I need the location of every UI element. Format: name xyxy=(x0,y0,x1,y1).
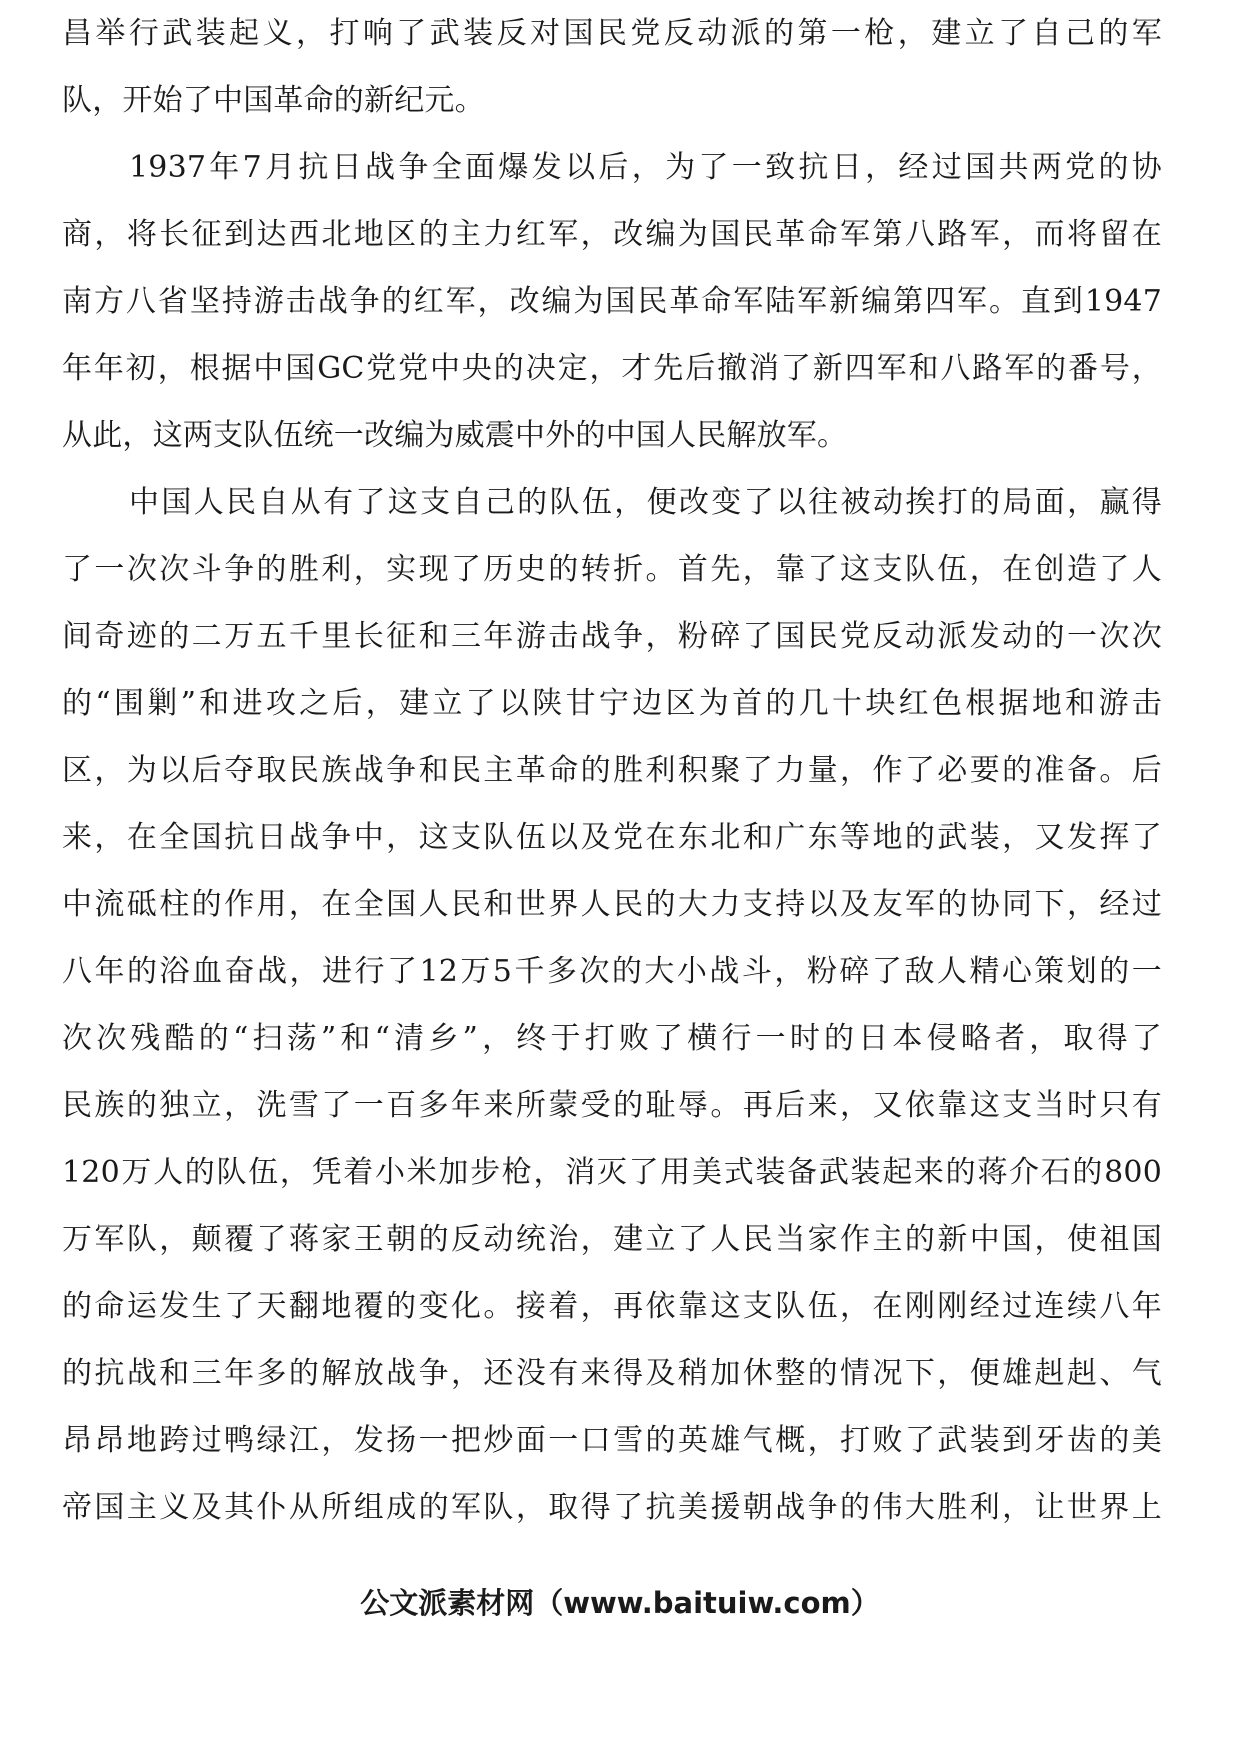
text-line: 从此，这两支队伍统一改编为威震中外的中国人民解放军。 xyxy=(62,418,848,453)
text-line: 的命运发生了天翻地覆的变化。接着，再依靠这支队伍，在刚刚经过连续八年 xyxy=(62,1289,1162,1324)
text-line: 区，为以后夺取民族战争和民主革命的胜利积聚了力量，作了必要的准备。后 xyxy=(62,753,1162,788)
text-line: 南方八省坚持游击战争的红军，改编为国民革命军陆军新编第四军。直到1947 xyxy=(62,284,1162,319)
text-line: 120万人的队伍，凭着小米加步枪，消灭了用美式装备武装起来的蒋介石的800 xyxy=(62,1155,1162,1190)
text-line: 的“围剿”和进攻之后，建立了以陕甘宁边区为首的几十块红色根据地和游击 xyxy=(62,686,1162,721)
text-line: 年年初，根据中国GC党党中央的决定，才先后撤消了新四军和八路军的番号， xyxy=(62,351,1162,386)
text-line: 商，将长征到达西北地区的主力红军，改编为国民革命军第八路军，而将留在 xyxy=(62,217,1162,252)
text-line: 万军队，颠覆了蒋家王朝的反动统治，建立了人民当家作主的新中国，使祖国 xyxy=(62,1222,1162,1257)
text-line: 的抗战和三年多的解放战争，还没有来得及稍加休整的情况下，便雄赳赳、气 xyxy=(62,1356,1162,1391)
text-line: 八年的浴血奋战，进行了12万5千多次的大小战斗，粉碎了敌人精心策划的一 xyxy=(62,954,1162,989)
document-body xyxy=(62,0,1162,1541)
text-line: 帝国主义及其仆从所组成的军队，取得了抗美援朝战争的伟大胜利，让世界上 xyxy=(62,1490,1162,1525)
text-line: 昌举行武装起义，打响了武装反对国民党反动派的第一枪，建立了自己的军 xyxy=(62,16,1162,51)
text-line: 中国人民自从有了这支自己的队伍，便改变了以往被动挨打的局面，赢得 xyxy=(129,485,1162,520)
text-line: 来，在全国抗日战争中，这支队伍以及党在东北和广东等地的武装，又发挥了 xyxy=(62,820,1162,855)
text-line: 中流砥柱的作用，在全国人民和世界人民的大力支持以及友军的协同下，经过 xyxy=(62,887,1162,922)
text-line: 民族的独立，洗雪了一百多年来所蒙受的耻辱。再后来，又依靠这支当时只有 xyxy=(62,1088,1162,1123)
text-line: 了一次次斗争的胜利，实现了历史的转折。首先，靠了这支队伍，在创造了人 xyxy=(62,552,1162,587)
text-line: 间奇迹的二万五千里长征和三年游击战争，粉碎了国民党反动派发动的一次次 xyxy=(62,619,1162,654)
text-line: 次次残酷的“扫荡”和“清乡”，终于打败了横行一时的日本侵略者，取得了 xyxy=(62,1021,1162,1056)
page-footer: 公文派素材网（www.baituiw.com） xyxy=(360,1586,880,1620)
text-line: 昂昂地跨过鸭绿江，发扬一把炒面一口雪的英雄气概，打败了武装到牙齿的美 xyxy=(62,1423,1162,1458)
text-line: 1937年7月抗日战争全面爆发以后，为了一致抗日，经过国共两党的协 xyxy=(129,150,1162,185)
text-line: 队，开始了中国革命的新纪元。 xyxy=(62,83,485,118)
